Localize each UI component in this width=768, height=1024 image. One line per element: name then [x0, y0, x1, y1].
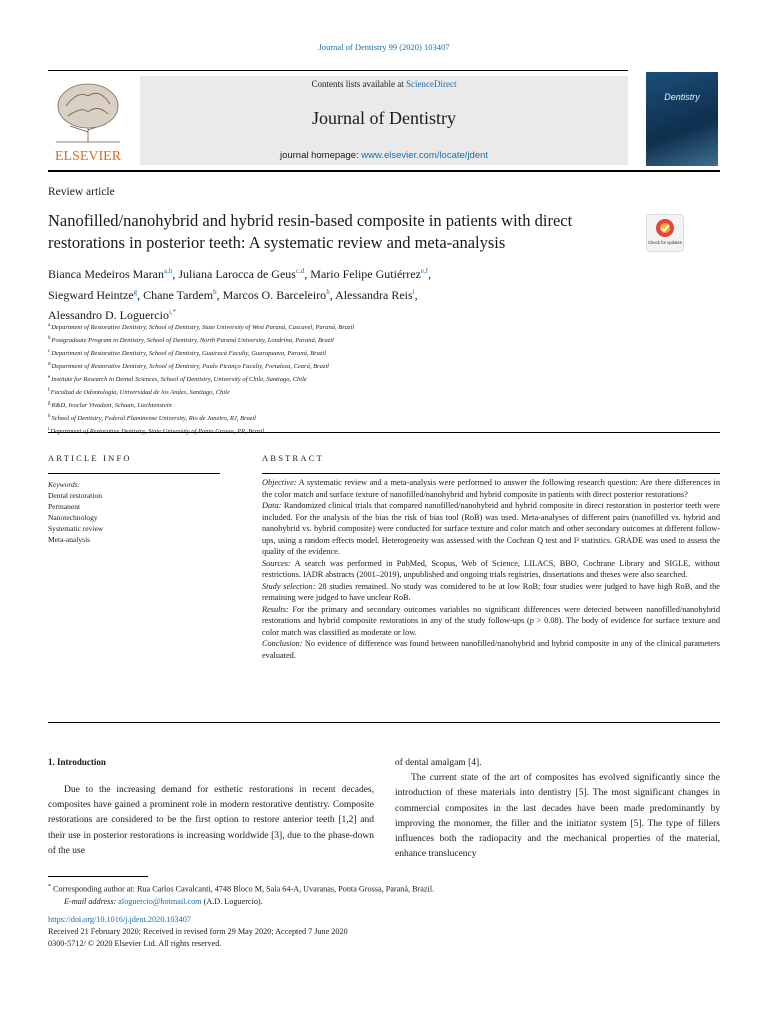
abstract-heading: ABSTRACT: [262, 453, 324, 463]
affiliation-text: R&D, Ivoclar Vivadent, Schaan, Liechtenstein: [51, 401, 172, 409]
author-name[interactable]: Alessandro D. Loguercio: [48, 308, 169, 322]
abstract-paragraph: [262, 638, 720, 661]
author-separator: ,: [172, 267, 179, 281]
journal-title: Journal of Dentistry: [312, 108, 456, 128]
affiliation-text: Department of Restorative Dentistry, School of Dentistry, Paulo Picanço Faculty, Fortaleza, Ceará, Brazil: [51, 363, 329, 371]
affiliation-marker: i: [48, 426, 50, 432]
author-name[interactable]: Marcos O. Barceleiro: [222, 287, 327, 302]
author-affiliation-marker[interactable]: c,d: [295, 267, 305, 275]
check-for-updates-badge[interactable]: [646, 214, 684, 252]
affiliation-item: [48, 347, 648, 360]
corresponding-author-note: * Corresponding author at: Rua Carlos Cavalcanti, 4748 Bloco M, Sala 64-A, Uvaranas, Ponta Grossa, Paraná, Brazil.: [48, 884, 435, 894]
abstract-body: [262, 477, 720, 661]
affiliation-text: Facultad de Odontología, Universidad de los Andes, Santiago, Chile: [50, 388, 230, 396]
abstract-rule: [262, 473, 720, 474]
affiliation-item: [48, 399, 648, 412]
intro-paragraph: of dental amalgam [4].: [395, 758, 482, 768]
author-separator: ,: [428, 267, 432, 281]
abstract-text: 28 studies remained. No study was considered to be at low RoB; four studies were judged to have high RoB, and the remaining were judged to have unclear RoB.: [262, 581, 720, 602]
author-name[interactable]: Juliana Larocca de Geus: [178, 267, 296, 281]
keyword-item: Permanent: [48, 502, 81, 511]
author-separator: ,: [414, 287, 418, 302]
abstract-text: Randomized clinical trials that compared nanofilled/nanohybrid and hybrid composite in direct restoration in posterior teeth were included. For the analysis of the bias the risk of bias tool (RoB) was used. Meta-analyses of different pairs (nanofilled vs. hybrid and nanohybrid vs. hybrid composite) were conducted for surface texture and color match and other secondary outcomes at different follow-ups, using a random effects model. Heterogeneity was assessed with the Cochran Q test and I² statistics. GRADE was used to assess the quality of the evidence.: [262, 501, 720, 556]
affiliation-list: [48, 321, 648, 438]
affiliation-text: School of Dentistry, Federal Fluminense University, Rio de Janeiro, RJ, Brazil: [51, 414, 256, 422]
author-name[interactable]: Bianca Medeiros Maran: [48, 267, 164, 281]
affiliation-marker: e: [48, 374, 51, 380]
author-affiliation-marker[interactable]: i,*: [168, 308, 177, 316]
author-name[interactable]: Siegward Heintze: [48, 287, 134, 302]
doi-link[interactable]: https://doi.org/10.1016/j.jdent.2020.103407: [48, 915, 191, 924]
article-type: Review article: [48, 186, 115, 198]
email-label: E-mail address:: [64, 896, 117, 906]
cover-title: Dentistry: [664, 92, 700, 102]
affiliation-marker: d: [48, 361, 51, 367]
header-top-rule: [48, 70, 628, 71]
abstract-text: For the primary and secondary outcomes variables no significant differences were detected between nanofilled/nanohybrid restorations and hybrid composite restorations in any of the study follow-ups (p > 0.08). The body of evidence for surface texture and color match was classified as moderate or low.: [262, 604, 720, 637]
footnote-rule: [48, 876, 148, 877]
affiliation-marker: f: [48, 387, 50, 393]
intro-heading: 1. Introduction: [48, 757, 106, 767]
author-separator: ,: [137, 287, 144, 302]
abstract-paragraph: [262, 581, 720, 604]
publication-info: [48, 914, 648, 950]
affiliation-item: [48, 386, 648, 399]
publisher-wordmark: ELSEVIER: [54, 149, 122, 164]
corresponding-author-text: Corresponding author at: Rua Carlos Cavalcanti, 4748 Bloco M, Sala 64-A, Uvaranas, Ponta Grossa, Paraná, Brazil.: [53, 884, 435, 894]
article-info-heading: ARTICLE INFO: [48, 453, 132, 463]
affiliation-item: [48, 334, 648, 347]
abstract-label: Sources:: [262, 558, 291, 568]
author-affiliation-marker[interactable]: i: [412, 287, 415, 296]
received-dates: Received 21 February 2020; Received in revised form 29 May 2020; Accepted 7 June 2020: [48, 927, 348, 936]
email-line: [48, 896, 648, 908]
author-name[interactable]: Alessandra Reis: [335, 287, 413, 302]
article-info-rule: [48, 473, 220, 474]
keyword-item: Meta-analysis: [48, 535, 91, 544]
contents-prefix: Contents lists available at: [311, 79, 406, 89]
check-updates-icon: [647, 215, 683, 251]
affiliation-marker: h: [48, 413, 51, 419]
footnote: [48, 881, 648, 908]
abstract-paragraph: [262, 604, 720, 639]
keywords-block: [48, 479, 218, 545]
abstract-label: Data:: [262, 501, 282, 510]
elsevier-tree-icon: [48, 76, 128, 164]
affiliation-marker: c: [48, 348, 51, 354]
intro-paragraph: The current state of the art of composites has evolved significantly since the introduction of these materials into dentistry [5]. The most significant changes in commercial composites in the last decades have been made predominantly by improving the monomer, the filler and the initiator system [5]. The type of fillers influences both the radiopacity and the mechanical properties of the material, enhance translucency: [395, 773, 720, 860]
abstract-paragraph: [262, 500, 720, 558]
copyright-line: 0300-5712/ © 2020 Elsevier Ltd. All rights reserved.: [48, 939, 222, 948]
abstract-label: Results:: [262, 604, 289, 614]
abstract-label: Study selection:: [262, 581, 316, 591]
homepage-link[interactable]: www.elsevier.com/locate/jdent: [361, 150, 489, 161]
keywords-label: Keywords:: [48, 480, 81, 489]
intro-right-column: [395, 756, 720, 862]
affiliation-text: Postgraduate Program in Dentistry, School of Dentistry, North Paraná University, Londrina, Paraná, Brazil: [51, 337, 334, 345]
abstract-text: No evidence of difference was found between nanofilled/nanohybrid and hybrid composite in any of the clinical parameters evaluated.: [262, 639, 720, 660]
affiliation-item: [48, 373, 648, 386]
affiliation-item: [48, 321, 648, 334]
affiliation-item: [48, 360, 648, 373]
affiliation-marker: g: [48, 400, 51, 406]
affiliation-marker: b: [48, 335, 51, 341]
author-separator: ,: [304, 267, 311, 281]
author-list: [48, 263, 648, 325]
author-affiliation-marker[interactable]: h: [326, 287, 330, 296]
header-bottom-rule: [48, 170, 720, 172]
affiliation-marker: a: [48, 323, 51, 328]
author-separator: ,: [329, 287, 336, 302]
homepage-line: [140, 150, 628, 161]
check-updates-text: Check for updates: [648, 240, 682, 245]
article-title: Nanofilled/nanohybrid and hybrid resin-based composite in patients with direct restorations in posterior teeth: A systematic review and meta-analysis: [48, 211, 573, 252]
keyword-item: Nanotechnology: [48, 513, 98, 522]
author-affiliation-marker[interactable]: g: [133, 287, 138, 296]
affiliation-text: Institute for Research in Dental Sciences, School of Dentistry, University of Chile, Santiago, Chile: [51, 375, 307, 383]
intro-left-column: [48, 783, 374, 859]
abstract-paragraph: [262, 558, 720, 581]
affiliation-text: Department of Restorative Dentistry, School of Dentistry, State University of West Paraná, Cascavel, Paraná, Brazil: [51, 324, 355, 332]
author-affiliation-marker[interactable]: e,f: [420, 267, 429, 275]
author-affiliation-marker[interactable]: h: [213, 287, 217, 296]
sciencedirect-link[interactable]: ScienceDirect: [406, 79, 457, 89]
author-name[interactable]: Chane Tardem: [143, 287, 214, 302]
section-rule-bottom: [48, 722, 720, 723]
email-suffix: (A.D. Loguercio).: [201, 896, 263, 906]
abstract-paragraph: [262, 477, 720, 500]
abstract-label: Objective:: [262, 478, 297, 487]
contents-line: [140, 79, 628, 89]
intro-paragraph: Due to the increasing demand for esthetic restorations in recent decades, composites have gained a prominent role in modern restorative dentistry. Composite restorations are considered to be the first option to restore anterior teeth [1,2] and their use in posterior restorations is increasing worldwide [3], due to the phase-down of the use: [48, 785, 374, 856]
affiliation-item: [48, 412, 648, 425]
abstract-text: A systematic review and a meta-analysis were performed to answer the following research question: Are there differences in the color match and surface texture of nanofilled/nanohybrid and hybrid composite in patients with direct posterior restorations?: [262, 478, 720, 499]
section-rule-top: [48, 432, 720, 433]
author-name[interactable]: Mario Felipe Gutiérrez: [310, 267, 421, 281]
keyword-item: Systematic review: [48, 524, 104, 533]
journal-reference-link[interactable]: Journal of Dentistry 99 (2020) 103407: [318, 42, 450, 52]
email-link[interactable]: aloguercio@hotmail.com: [118, 896, 202, 906]
homepage-prefix: journal homepage:: [279, 150, 362, 161]
affiliation-text: Department of Restorative Dentistry, School of Dentistry, Guairacá Faculty, Guarapuava, Paraná, Brazil: [51, 350, 327, 358]
author-affiliation-marker[interactable]: a,b: [163, 267, 173, 275]
keyword-item: Dental restoration: [48, 491, 102, 500]
abstract-text: A search was performed in PubMed, Scopus, Web of Science, LILACS, BBO, Cochrane Library and SIGLE, without restrictions. IADR abstracts (2001–2019), unpublished and ongoing trials registries, dissertations and theses were also searched.: [262, 558, 720, 579]
author-separator: ,: [216, 287, 223, 302]
abstract-label: Conclusion:: [262, 639, 303, 648]
journal-cover-image[interactable]: [646, 72, 718, 166]
elsevier-logo: [48, 76, 128, 164]
